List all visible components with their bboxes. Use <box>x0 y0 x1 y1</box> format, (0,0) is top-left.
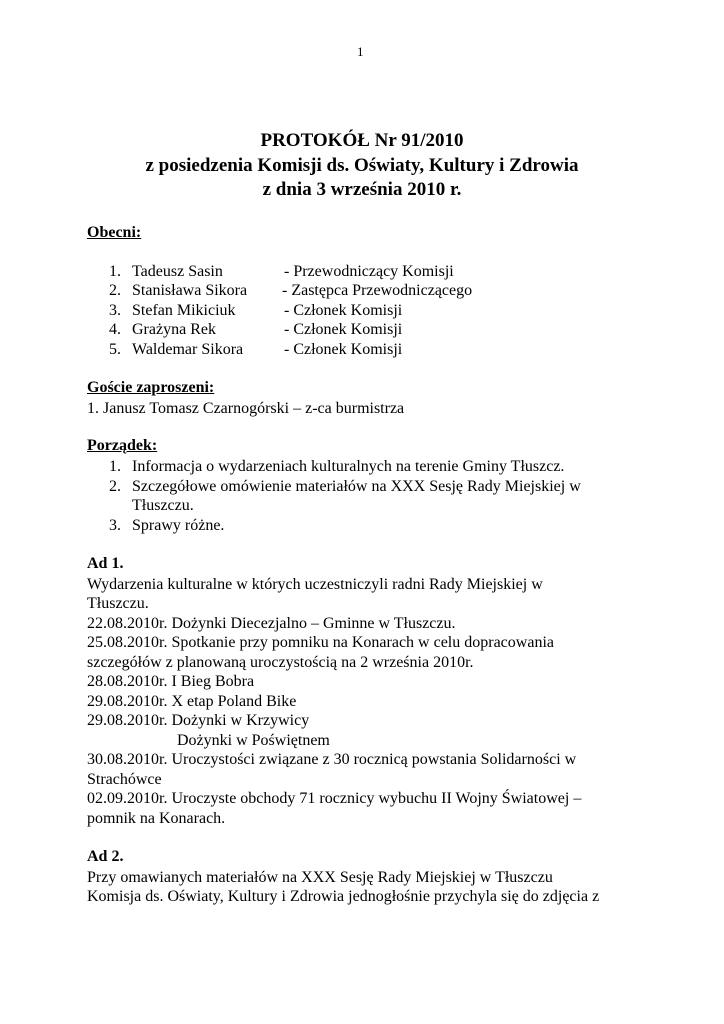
event-line: 30.08.2010r. Uroczystości związane z 30 rocznicą powstania Solidarności w <box>87 751 577 768</box>
event-line: Strachówce <box>87 771 162 788</box>
list-item-number: 5. <box>109 341 121 358</box>
member-role: - Członek Komisji <box>284 341 403 358</box>
event-line: Dożynki w Poświętnem <box>177 732 330 749</box>
agenda-item: Informacja o wydarzeniach kulturalnych na terenie Gminy Tłuszcz. <box>132 458 565 475</box>
member-role: - Zastępca Przewodniczącego <box>282 282 473 299</box>
paragraph-line: Tłuszczu. <box>87 595 149 612</box>
list-item-number: 2. <box>109 478 121 495</box>
member-name: Tadeusz Sasin <box>132 263 223 280</box>
event-line: pomnik na Konarach. <box>87 810 226 827</box>
paragraph-line: Przy omawianych materiałów na XXX Sesję Rady Miejskiej w Tłuszczu <box>87 869 553 886</box>
list-item-number: 1. <box>109 263 121 280</box>
event-line: 22.08.2010r. Dożynki Diecezjalno – Gminne w Tłuszczu. <box>87 615 456 632</box>
document-date: z dnia 3 września 2010 r. <box>262 179 462 200</box>
list-item-number: 1. <box>109 458 121 475</box>
member-name: Waldemar Sikora <box>132 341 244 358</box>
member-name: Grażyna Rek <box>132 321 216 338</box>
event-line: 29.08.2010r. Dożynki w Krzywicy <box>87 712 310 729</box>
page-number: 1 <box>357 44 364 59</box>
event-line: 29.08.2010r. X etap Poland Bike <box>87 693 297 710</box>
list-item-number: 3. <box>109 302 121 319</box>
event-line: szczegółów z planowaną uroczystością na 2 września 2010r. <box>87 654 474 671</box>
ad2-heading: Ad 2. <box>87 848 124 865</box>
member-role: - Przewodniczący Komisji <box>284 263 454 280</box>
document-title: PROTOKÓŁ Nr 91/2010 <box>260 130 464 151</box>
ad1-heading: Ad 1. <box>87 555 124 572</box>
list-item-number: 3. <box>109 517 121 534</box>
member-name: Stefan Mikiciuk <box>132 302 236 319</box>
agenda-item: Szczegółowe omówienie materiałów na XXX Sesję Rady Miejskiej w <box>132 478 581 495</box>
event-line: 02.09.2010r. Uroczyste obchody 71 rocznicy wybuchu II Wojny Światowej – <box>87 790 582 807</box>
list-item-number: 2. <box>109 282 121 299</box>
event-line: 25.08.2010r. Spotkanie przy pomniku na Konarach w celu dopracowania <box>87 634 554 651</box>
list-item-number: 4. <box>109 321 121 338</box>
event-line: 28.08.2010r. I Bieg Bobra <box>87 673 255 690</box>
guests-heading: Goście zaproszeni: <box>87 379 215 396</box>
guest-entry: 1. Janusz Tomasz Czarnogórski – z-ca burmistrza <box>87 400 405 417</box>
agenda-heading: Porządek: <box>87 437 158 454</box>
agenda-item-continued: Tłuszczu. <box>132 497 194 514</box>
paragraph-line: Wydarzenia kulturalne w których uczestniczyli radni Rady Miejskiej w <box>87 576 543 593</box>
member-role: - Członek Komisji <box>284 321 403 338</box>
agenda-item: Sprawy różne. <box>132 517 225 534</box>
present-heading: Obecni: <box>87 224 142 241</box>
member-name: Stanisława Sikora <box>132 282 248 299</box>
member-role: - Członek Komisji <box>284 302 403 319</box>
paragraph-line: Komisja ds. Oświaty, Kultury i Zdrowia jednogłośnie przychyla się do zdjęcia z <box>87 888 600 905</box>
document-subtitle: z posiedzenia Komisji ds. Oświaty, Kultury i Zdrowia <box>145 155 579 176</box>
